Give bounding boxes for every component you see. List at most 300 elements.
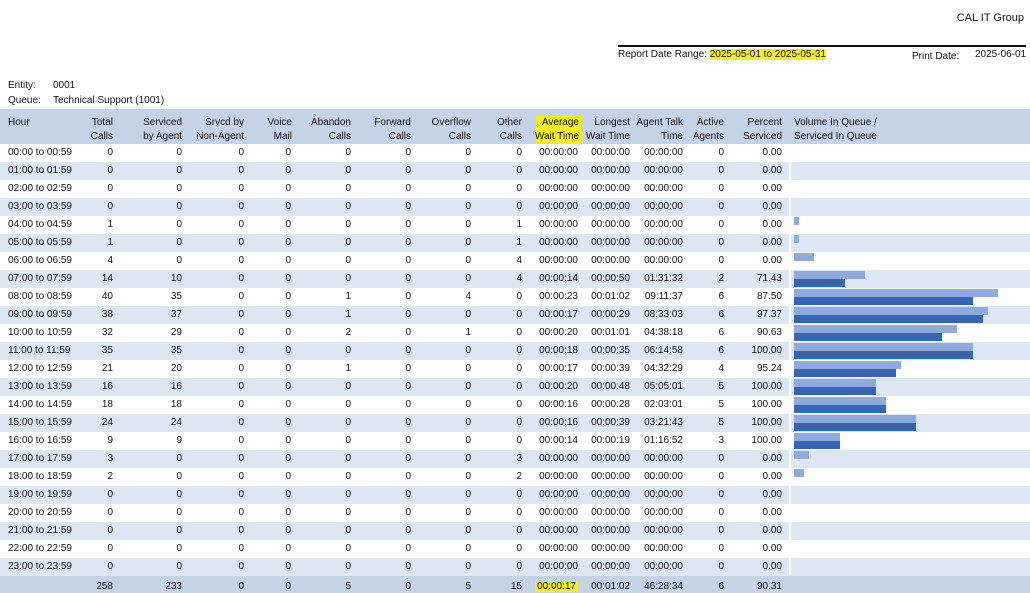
cell-srvcd-non-agent: 0 bbox=[238, 327, 244, 338]
cell-srvcd-non-agent: 0 bbox=[238, 219, 244, 230]
cell-total-calls: 0 bbox=[107, 561, 113, 572]
cell-forward-calls: 0 bbox=[405, 273, 411, 284]
cell-total-calls: 0 bbox=[107, 147, 113, 158]
cell-srvcd-non-agent: 0 bbox=[238, 147, 244, 158]
cell-agent-talk-time: 01:16:52 bbox=[644, 435, 683, 446]
cell-hour: 21:00 to 21:59 bbox=[8, 525, 72, 536]
cell-srvcd-non-agent: 0 bbox=[238, 453, 244, 464]
cell-active-agents: 0 bbox=[718, 507, 724, 518]
cell-agent-talk-time: 00:00:00 bbox=[644, 453, 683, 464]
cell-percent-serviced: 0.00 bbox=[762, 525, 782, 536]
cell-overflow-calls: 0 bbox=[465, 147, 471, 158]
cell-overflow-calls: 1 bbox=[465, 327, 471, 338]
cell-other-calls: 0 bbox=[516, 489, 522, 500]
cell-other-calls: 0 bbox=[516, 561, 522, 572]
header-srvcd-non-agent bbox=[196, 116, 244, 144]
header-line-1: Voice bbox=[267, 117, 292, 128]
queue-line bbox=[8, 95, 165, 106]
cell-forward-calls: 0 bbox=[405, 381, 411, 392]
report-date-range-value: 2025-05-01 to 2025-05-31 bbox=[709, 49, 826, 60]
header-line-2: Agents bbox=[692, 131, 724, 142]
cell-srvcd-non-agent: 0 bbox=[238, 363, 244, 374]
cell-srvcd-non-agent: 0 bbox=[238, 561, 244, 572]
cell-srvcd-non-agent: 0 bbox=[238, 273, 244, 284]
cell-other-calls: 0 bbox=[516, 381, 522, 392]
cell-agent-talk-time: 00:00:00 bbox=[644, 471, 683, 482]
bar-volume-in-queue bbox=[794, 379, 876, 387]
queue-label: Queue: bbox=[8, 95, 41, 106]
cell-hour: 22:00 to 22:59 bbox=[8, 543, 72, 554]
cell-agent-talk-time: 04:38:18 bbox=[644, 327, 683, 338]
header-line-1: Active bbox=[696, 117, 724, 128]
bar-serviced-in-queue bbox=[794, 351, 973, 359]
cell-other-calls: 0 bbox=[516, 417, 522, 428]
cell-longest-wait-time: 00:00:50 bbox=[591, 273, 630, 284]
cell-forward-calls: 0 bbox=[405, 435, 411, 446]
cell-average-wait-time: 00:00:00 bbox=[539, 183, 578, 194]
cell-abandon-calls: 0 bbox=[345, 435, 351, 446]
table-row bbox=[0, 252, 1030, 270]
cell-voice-mail: 0 bbox=[285, 471, 291, 482]
print-date-value: 2025-06-01 bbox=[975, 49, 1027, 60]
header-line-2: Time bbox=[661, 131, 683, 142]
cell-other-calls: 0 bbox=[516, 525, 522, 536]
bar-serviced-in-queue bbox=[794, 387, 876, 395]
cell-serviced-by-agent: 35 bbox=[170, 345, 182, 356]
cell-longest-wait-time: 00:00:00 bbox=[591, 255, 630, 266]
cell-total-calls: 32 bbox=[101, 327, 113, 338]
cell-srvcd-non-agent: 0 bbox=[238, 237, 244, 248]
cell-agent-talk-time: 00:00:00 bbox=[644, 543, 683, 554]
cell-voice-mail: 0 bbox=[285, 381, 291, 392]
cell-hour: 05:00 to 05:59 bbox=[8, 237, 72, 248]
cell-forward-calls: 0 bbox=[405, 291, 411, 302]
cell-average-wait-time: 00:00:14 bbox=[539, 273, 578, 284]
table-row bbox=[0, 216, 1030, 234]
cell-agent-talk-time: 03:21:43 bbox=[644, 417, 683, 428]
table-row bbox=[0, 540, 1030, 558]
cell-forward-calls: 0 bbox=[405, 417, 411, 428]
cell-abandon-calls: 1 bbox=[345, 363, 351, 374]
cell-serviced-by-agent: 29 bbox=[170, 327, 182, 338]
cell-average-wait-time: 00:00:00 bbox=[539, 219, 578, 230]
cell-agent-talk-time: 00:00:00 bbox=[644, 201, 683, 212]
header-line-1: Abandon bbox=[310, 117, 351, 128]
cell-overflow-calls: 0 bbox=[465, 381, 471, 392]
cell-abandon-calls: 0 bbox=[345, 381, 351, 392]
cell-agent-talk-time: 00:00:00 bbox=[644, 561, 683, 572]
cell-abandon-calls: 0 bbox=[345, 543, 351, 554]
cell-longest-wait-time: 00:00:48 bbox=[591, 381, 630, 392]
cell-serviced-by-agent: 9 bbox=[176, 435, 182, 446]
cell-voice-mail: 0 bbox=[285, 525, 291, 536]
cell-percent-serviced: 0.00 bbox=[762, 543, 782, 554]
cell-abandon-calls: 0 bbox=[345, 471, 351, 482]
cell-srvcd-non-agent: 0 bbox=[238, 201, 244, 212]
cell-agent-talk-time: 08:33:03 bbox=[644, 309, 683, 320]
cell-average-wait-time: 00:00:17 bbox=[539, 363, 578, 374]
cell-abandon-calls: 2 bbox=[345, 327, 351, 338]
cell-active-agents: 0 bbox=[718, 561, 724, 572]
cell-serviced-by-agent: 0 bbox=[176, 507, 182, 518]
header-line-2: Calls bbox=[388, 131, 411, 142]
header-line-1: Serviced bbox=[143, 117, 182, 128]
chart-column-divider bbox=[789, 144, 791, 575]
cell-abandon-calls: 1 bbox=[345, 309, 351, 320]
header-agent-talk-time bbox=[636, 116, 683, 144]
total-forward-calls: 0 bbox=[405, 581, 411, 592]
cell-hour: 11:00 to 11:59 bbox=[8, 345, 71, 356]
cell-forward-calls: 0 bbox=[405, 507, 411, 518]
bar-serviced-in-queue bbox=[794, 297, 973, 305]
bar-volume-in-queue bbox=[794, 289, 998, 297]
cell-other-calls: 0 bbox=[516, 345, 522, 356]
cell-hour: 15:00 to 15:59 bbox=[8, 417, 72, 428]
report-date-range bbox=[618, 49, 826, 60]
cell-serviced-by-agent: 0 bbox=[176, 471, 182, 482]
cell-serviced-by-agent: 0 bbox=[176, 453, 182, 464]
cell-percent-serviced: 71.43 bbox=[756, 273, 782, 284]
header-average-wait-time bbox=[535, 116, 579, 144]
cell-forward-calls: 0 bbox=[405, 255, 411, 266]
cell-active-agents: 0 bbox=[718, 525, 724, 536]
total-longest-wait-time: 00:01:02 bbox=[591, 581, 630, 592]
print-date-label: Print Date: bbox=[912, 51, 960, 62]
cell-agent-talk-time: 00:00:00 bbox=[644, 147, 683, 158]
cell-average-wait-time: 00:00:00 bbox=[539, 165, 578, 176]
header-line-1: Total bbox=[91, 117, 113, 128]
cell-overflow-calls: 0 bbox=[465, 417, 471, 428]
header-active-agents bbox=[693, 116, 724, 144]
cell-other-calls: 3 bbox=[516, 453, 522, 464]
cell-abandon-calls: 0 bbox=[345, 201, 351, 212]
cell-percent-serviced: 0.00 bbox=[762, 219, 782, 230]
header-voice-mail bbox=[268, 116, 292, 144]
cell-total-calls: 18 bbox=[101, 399, 113, 410]
cell-voice-mail: 0 bbox=[285, 561, 291, 572]
cell-forward-calls: 0 bbox=[405, 219, 411, 230]
cell-hour: 23:00 to 23:59 bbox=[8, 561, 72, 572]
cell-longest-wait-time: 00:00:39 bbox=[591, 363, 630, 374]
cell-serviced-by-agent: 0 bbox=[176, 561, 182, 572]
cell-total-calls: 9 bbox=[107, 435, 113, 446]
cell-hour: 08:00 to 08:59 bbox=[8, 291, 72, 302]
header-rule bbox=[618, 45, 1026, 47]
cell-average-wait-time: 00:00:00 bbox=[539, 507, 578, 518]
cell-total-calls: 1 bbox=[107, 237, 113, 248]
header-line-2: Wait Time bbox=[585, 131, 630, 142]
totals-row bbox=[0, 576, 1030, 593]
cell-forward-calls: 0 bbox=[405, 525, 411, 536]
cell-active-agents: 3 bbox=[718, 435, 724, 446]
bar-volume-in-queue bbox=[794, 415, 916, 423]
cell-forward-calls: 0 bbox=[405, 183, 411, 194]
cell-forward-calls: 0 bbox=[405, 327, 411, 338]
header-line-1: Srvcd by bbox=[205, 117, 244, 128]
cell-total-calls: 16 bbox=[101, 381, 113, 392]
cell-voice-mail: 0 bbox=[285, 237, 291, 248]
cell-longest-wait-time: 00:00:00 bbox=[591, 165, 630, 176]
header-other-calls bbox=[497, 116, 522, 144]
cell-other-calls: 0 bbox=[516, 327, 522, 338]
cell-srvcd-non-agent: 0 bbox=[238, 255, 244, 266]
cell-average-wait-time: 00:00:00 bbox=[539, 201, 578, 212]
header-line-2: Serviced In Queue bbox=[794, 131, 877, 142]
cell-voice-mail: 0 bbox=[285, 327, 291, 338]
cell-average-wait-time: 00:00:00 bbox=[539, 147, 578, 158]
cell-longest-wait-time: 00:00:28 bbox=[591, 399, 630, 410]
cell-active-agents: 6 bbox=[718, 309, 724, 320]
cell-longest-wait-time: 00:00:00 bbox=[591, 201, 630, 212]
cell-srvcd-non-agent: 0 bbox=[238, 417, 244, 428]
cell-hour: 14:00 to 14:59 bbox=[8, 399, 72, 410]
cell-serviced-by-agent: 0 bbox=[176, 237, 182, 248]
header-line-1: Forward bbox=[374, 117, 411, 128]
header-line-2: Calls bbox=[90, 131, 113, 142]
cell-total-calls: 3 bbox=[107, 453, 113, 464]
cell-hour: 06:00 to 06:59 bbox=[8, 255, 72, 266]
bar-volume-in-queue bbox=[794, 433, 840, 441]
header-line-1: Other bbox=[496, 117, 522, 128]
cell-srvcd-non-agent: 0 bbox=[238, 309, 244, 320]
cell-agent-talk-time: 00:00:00 bbox=[644, 525, 683, 536]
cell-hour: 02:00 to 02:59 bbox=[8, 183, 72, 194]
total-average-wait-time bbox=[535, 581, 578, 593]
cell-serviced-by-agent: 16 bbox=[170, 381, 182, 392]
cell-percent-serviced: 100.00 bbox=[751, 417, 782, 428]
cell-longest-wait-time: 00:00:19 bbox=[591, 435, 630, 446]
cell-other-calls: 4 bbox=[516, 273, 522, 284]
cell-abandon-calls: 0 bbox=[345, 183, 351, 194]
cell-other-calls: 0 bbox=[516, 183, 522, 194]
cell-longest-wait-time: 00:00:00 bbox=[591, 453, 630, 464]
bar-serviced-in-queue bbox=[794, 441, 840, 449]
cell-agent-talk-time: 06:14:58 bbox=[644, 345, 683, 356]
cell-total-calls: 2 bbox=[107, 471, 113, 482]
cell-agent-talk-time: 00:00:00 bbox=[644, 255, 683, 266]
header-line-1: Volume In Queue / bbox=[794, 117, 877, 128]
cell-voice-mail: 0 bbox=[285, 417, 291, 428]
cell-serviced-by-agent: 18 bbox=[170, 399, 182, 410]
header-line-1: Percent bbox=[747, 117, 782, 128]
bar-volume-in-queue bbox=[794, 325, 957, 333]
cell-abandon-calls: 0 bbox=[345, 237, 351, 248]
cell-total-calls: 21 bbox=[101, 363, 113, 374]
cell-overflow-calls: 0 bbox=[465, 543, 471, 554]
header-total-calls bbox=[91, 116, 113, 144]
cell-other-calls: 0 bbox=[516, 201, 522, 212]
cell-other-calls: 0 bbox=[516, 291, 522, 302]
header-forward-calls bbox=[374, 116, 411, 144]
total-voice-mail: 0 bbox=[285, 581, 291, 592]
cell-active-agents: 0 bbox=[718, 237, 724, 248]
cell-longest-wait-time: 00:00:29 bbox=[591, 309, 630, 320]
cell-active-agents: 0 bbox=[718, 183, 724, 194]
cell-hour: 09:00 to 09:59 bbox=[8, 309, 72, 320]
cell-percent-serviced: 0.00 bbox=[762, 147, 782, 158]
cell-hour: 10:00 to 10:59 bbox=[8, 327, 72, 338]
cell-serviced-by-agent: 0 bbox=[176, 165, 182, 176]
report-date-range-label: Report Date Range: bbox=[618, 49, 707, 60]
cell-overflow-calls: 0 bbox=[465, 255, 471, 266]
cell-overflow-calls: 0 bbox=[465, 435, 471, 446]
cell-percent-serviced: 0.00 bbox=[762, 237, 782, 248]
cell-serviced-by-agent: 37 bbox=[170, 309, 182, 320]
cell-serviced-by-agent: 10 bbox=[170, 273, 182, 284]
header-line-2: by Agent bbox=[143, 131, 182, 142]
table-row bbox=[0, 162, 1030, 180]
header-line-1: Average bbox=[541, 117, 579, 128]
cell-voice-mail: 0 bbox=[285, 345, 291, 356]
bar-volume-in-queue bbox=[794, 217, 799, 225]
cell-voice-mail: 0 bbox=[285, 219, 291, 230]
total-srvcd-non-agent: 0 bbox=[238, 581, 244, 592]
cell-other-calls: 0 bbox=[516, 165, 522, 176]
cell-agent-talk-time: 04:32:29 bbox=[644, 363, 683, 374]
cell-total-calls: 0 bbox=[107, 507, 113, 518]
table-row bbox=[0, 504, 1030, 522]
total-serviced-by-agent: 233 bbox=[165, 581, 182, 592]
cell-voice-mail: 0 bbox=[285, 435, 291, 446]
company-name: CAL IT Group bbox=[956, 12, 1024, 24]
cell-longest-wait-time: 00:00:00 bbox=[591, 147, 630, 158]
cell-srvcd-non-agent: 0 bbox=[238, 489, 244, 500]
cell-hour: 18:00 to 18:59 bbox=[8, 471, 72, 482]
table-row bbox=[0, 558, 1030, 576]
table-row bbox=[0, 270, 1030, 288]
cell-percent-serviced: 0.00 bbox=[762, 561, 782, 572]
table-row bbox=[0, 522, 1030, 540]
header-longest-wait-time bbox=[586, 116, 630, 144]
cell-other-calls: 0 bbox=[516, 147, 522, 158]
cell-srvcd-non-agent: 0 bbox=[238, 399, 244, 410]
cell-total-calls: 0 bbox=[107, 165, 113, 176]
cell-forward-calls: 0 bbox=[405, 309, 411, 320]
cell-percent-serviced: 100.00 bbox=[751, 381, 782, 392]
entity-value: 0001 bbox=[53, 80, 76, 91]
cell-srvcd-non-agent: 0 bbox=[238, 165, 244, 176]
bar-volume-in-queue bbox=[794, 307, 988, 315]
cell-overflow-calls: 0 bbox=[465, 453, 471, 464]
cell-voice-mail: 0 bbox=[285, 399, 291, 410]
cell-percent-serviced: 100.00 bbox=[751, 399, 782, 410]
cell-total-calls: 0 bbox=[107, 489, 113, 500]
header-hour bbox=[8, 116, 30, 130]
header-chart-header bbox=[794, 116, 877, 144]
cell-hour: 00:00 to 00:59 bbox=[8, 147, 72, 158]
total-average-wait-highlight: 00:00:17 bbox=[537, 581, 576, 592]
cell-active-agents: 2 bbox=[718, 273, 724, 284]
queue-value: Technical Support (1001) bbox=[53, 95, 165, 106]
cell-voice-mail: 0 bbox=[285, 309, 291, 320]
cell-serviced-by-agent: 0 bbox=[176, 543, 182, 554]
cell-active-agents: 4 bbox=[718, 363, 724, 374]
header-line-2: Calls bbox=[328, 131, 351, 142]
cell-hour: 19:00 to 19:59 bbox=[8, 489, 72, 500]
cell-forward-calls: 0 bbox=[405, 165, 411, 176]
cell-total-calls: 4 bbox=[107, 255, 113, 266]
cell-agent-talk-time: 01:31:32 bbox=[644, 273, 683, 284]
cell-voice-mail: 0 bbox=[285, 291, 291, 302]
cell-average-wait-time: 00:00:00 bbox=[539, 561, 578, 572]
cell-hour: 03:00 to 03:59 bbox=[8, 201, 72, 212]
cell-voice-mail: 0 bbox=[285, 147, 291, 158]
cell-forward-calls: 0 bbox=[405, 561, 411, 572]
cell-abandon-calls: 0 bbox=[345, 147, 351, 158]
cell-active-agents: 5 bbox=[718, 399, 724, 410]
cell-longest-wait-time: 00:01:01 bbox=[591, 327, 630, 338]
header-line-1: Longest bbox=[594, 117, 630, 128]
cell-agent-talk-time: 00:00:00 bbox=[644, 489, 683, 500]
cell-percent-serviced: 95.24 bbox=[756, 363, 782, 374]
cell-active-agents: 0 bbox=[718, 543, 724, 554]
header-line-2: Non-Agent bbox=[196, 131, 244, 142]
bar-volume-in-queue bbox=[794, 361, 901, 369]
cell-average-wait-time: 00:00:16 bbox=[539, 417, 578, 428]
cell-percent-serviced: 97.37 bbox=[756, 309, 782, 320]
cell-abandon-calls: 0 bbox=[345, 345, 351, 356]
cell-serviced-by-agent: 35 bbox=[170, 291, 182, 302]
bar-serviced-in-queue bbox=[794, 333, 942, 341]
cell-other-calls: 0 bbox=[516, 399, 522, 410]
cell-percent-serviced: 0.00 bbox=[762, 165, 782, 176]
cell-longest-wait-time: 00:00:00 bbox=[591, 489, 630, 500]
cell-total-calls: 40 bbox=[101, 291, 113, 302]
header-line-2: Wait Time bbox=[534, 131, 579, 142]
cell-serviced-by-agent: 0 bbox=[176, 147, 182, 158]
cell-abandon-calls: 0 bbox=[345, 165, 351, 176]
header-line-2: Calls bbox=[448, 131, 471, 142]
cell-voice-mail: 0 bbox=[285, 453, 291, 464]
table-row bbox=[0, 432, 1030, 450]
cell-srvcd-non-agent: 0 bbox=[238, 183, 244, 194]
header-serviced-by-agent bbox=[143, 116, 182, 144]
cell-forward-calls: 0 bbox=[405, 201, 411, 212]
cell-hour: 01:00 to 01:59 bbox=[8, 165, 72, 176]
cell-overflow-calls: 0 bbox=[465, 489, 471, 500]
table-row bbox=[0, 450, 1030, 468]
cell-longest-wait-time: 00:00:00 bbox=[591, 237, 630, 248]
cell-longest-wait-time: 00:01:02 bbox=[591, 291, 630, 302]
bar-serviced-in-queue bbox=[794, 279, 845, 287]
cell-average-wait-time: 00:00:00 bbox=[539, 489, 578, 500]
cell-forward-calls: 0 bbox=[405, 345, 411, 356]
cell-voice-mail: 0 bbox=[285, 273, 291, 284]
cell-overflow-calls: 0 bbox=[465, 309, 471, 320]
total-other-calls: 15 bbox=[510, 581, 522, 592]
header-line-2: Hour bbox=[8, 117, 30, 128]
header-line-2: Mail bbox=[273, 131, 292, 142]
cell-percent-serviced: 0.00 bbox=[762, 201, 782, 212]
cell-active-agents: 0 bbox=[718, 165, 724, 176]
entity-label: Entity: bbox=[8, 80, 36, 91]
bar-serviced-in-queue bbox=[794, 369, 896, 377]
cell-forward-calls: 0 bbox=[405, 399, 411, 410]
header-overflow-calls bbox=[432, 116, 471, 144]
cell-overflow-calls: 0 bbox=[465, 345, 471, 356]
cell-longest-wait-time: 00:00:00 bbox=[591, 543, 630, 554]
cell-percent-serviced: 90.63 bbox=[756, 327, 782, 338]
cell-other-calls: 0 bbox=[516, 363, 522, 374]
cell-agent-talk-time: 00:00:00 bbox=[644, 183, 683, 194]
cell-average-wait-time: 00:00:00 bbox=[539, 525, 578, 536]
cell-average-wait-time: 00:00:00 bbox=[539, 543, 578, 554]
bar-serviced-in-queue bbox=[794, 315, 983, 323]
bar-serviced-in-queue bbox=[794, 405, 886, 413]
cell-agent-talk-time: 02:03:01 bbox=[644, 399, 683, 410]
cell-overflow-calls: 0 bbox=[465, 399, 471, 410]
cell-active-agents: 6 bbox=[718, 327, 724, 338]
